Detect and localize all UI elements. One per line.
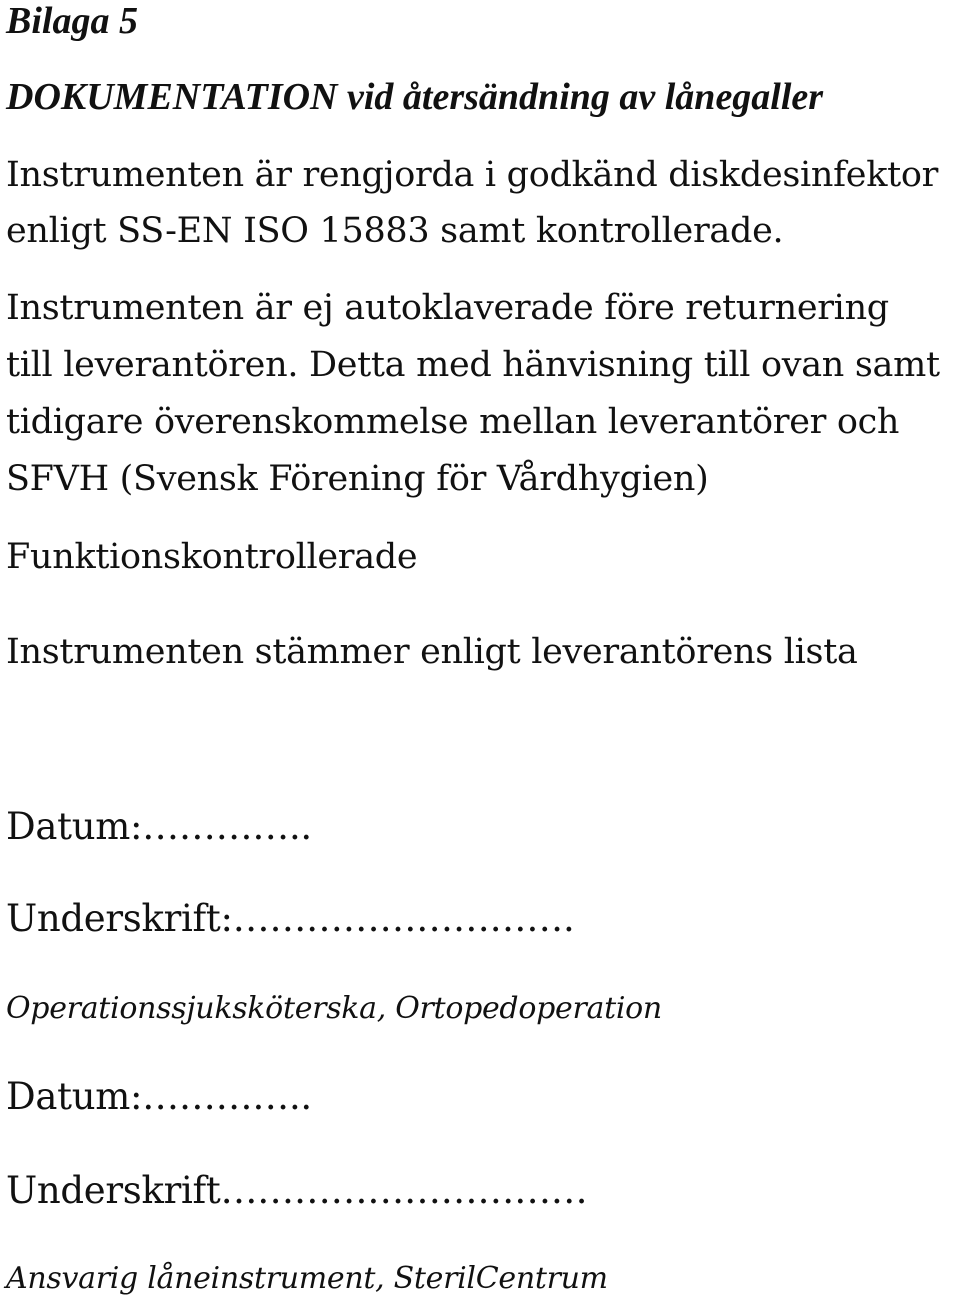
paragraph-line: enligt SS-EN ISO 15883 samt kontrollerade. [6, 211, 784, 251]
signatory-role: Ansvarig låneinstrument, SterilCentrum [6, 1261, 608, 1296]
paragraph-line: Instrumenten är ej autoklaverade före returnering [6, 288, 889, 328]
paragraph-line: SFVH (Svensk Förening för Vårdhygien) [6, 459, 709, 499]
appendix-label: Bilaga 5 [6, 0, 138, 42]
list-match-line: Instrumenten stämmer enligt leverantörens lista [6, 632, 858, 672]
signatory-role: Operationssjuksköterska, Ortopedoperation [6, 991, 662, 1026]
signature-field: Underskrift:………………………. [6, 897, 575, 940]
function-checked-line: Funktionskontrollerade [6, 537, 418, 577]
document-title: DOKUMENTATION vid återsändning av lånegaller [6, 76, 824, 118]
signature-field: Underskrift………………………… [6, 1169, 588, 1212]
date-field: Datum:………….. [6, 805, 312, 848]
paragraph-line: Instrumenten är rengjorda i godkänd diskdesinfektor [6, 155, 939, 195]
paragraph-line: till leverantören. Detta med hänvisning till ovan samt [6, 345, 940, 385]
paragraph-line: tidigare överenskommelse mellan leverantörer och [6, 402, 900, 442]
date-field: Datum:………….. [6, 1075, 312, 1118]
